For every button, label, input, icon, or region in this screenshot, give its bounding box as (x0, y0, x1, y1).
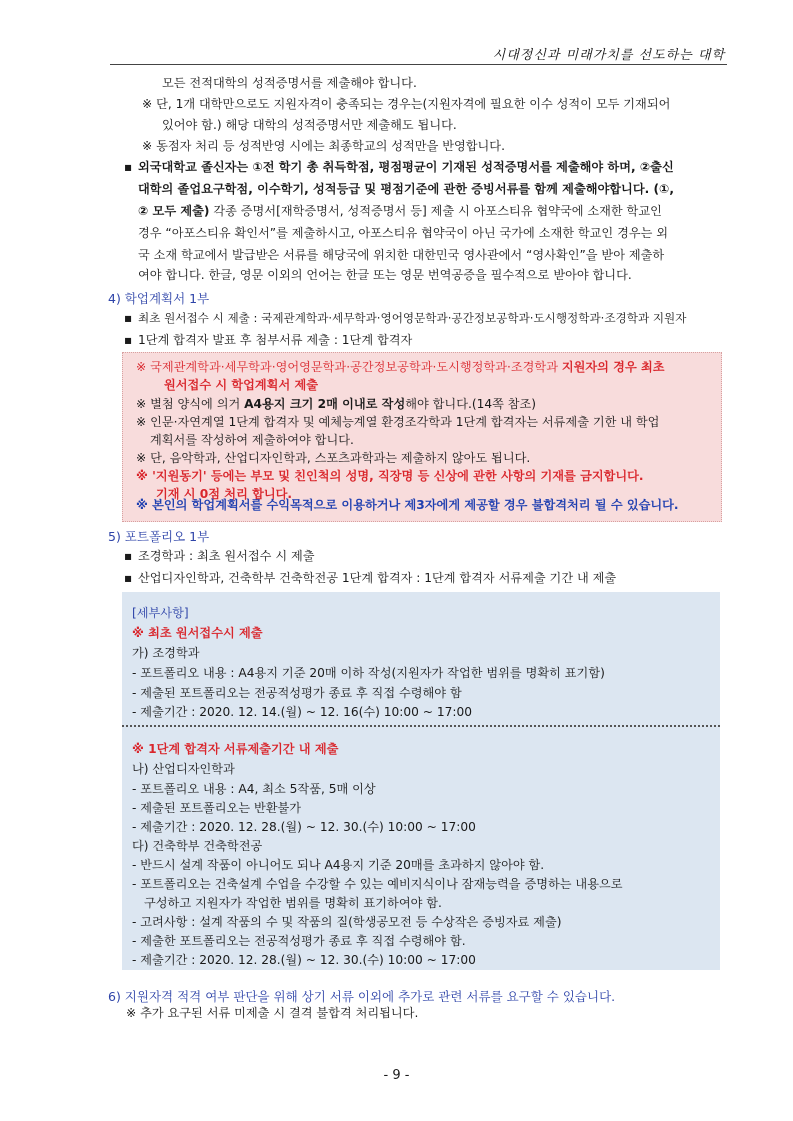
page-number: - 9 - (383, 1068, 410, 1083)
item-da: 다) 건축학부 건축학전공 (132, 839, 263, 853)
notice-5: ※ '지원동기' 등에는 부모 및 친인척의 성명, 직장명 등 신상에 관한 사항의 기재를 금지합니다. (136, 469, 644, 483)
item-ga-3: - 제출기간 : 2020. 12. 14.(월) ~ 12. 16(수) 10:00 ~ 17:00 (132, 705, 472, 719)
intro-line-4: ※ 동점자 처리 등 성적반영 시에는 최종학교의 성적만을 반영합니다. (142, 139, 505, 153)
notice-1-cont: 원서접수 시 학업계획서 제출 (164, 378, 319, 392)
details-sub-1: ※ 최초 원서접수시 제출 (132, 626, 263, 640)
item-na-3: - 제출기간 : 2020. 12. 28.(월) ~ 12. 30.(수) 10:00 ~ 17:00 (132, 820, 476, 834)
dotted-divider (122, 725, 720, 727)
foreign-line-2: 대학의 졸업요구학점, 이수학기, 성적등급 및 평점기준에 관한 증빙서류를 함께 제출해야합니다. (①, (138, 182, 674, 196)
details-heading: [세부사항] (132, 606, 189, 620)
intro-line-2: ※ 단, 1개 대학만으로도 지원자격이 충족되는 경우는(지원자격에 필요한 이수 성적이 모두 기재되어 (142, 97, 671, 111)
item-ga: 가) 조경학과 (132, 646, 200, 660)
section-6-title: 6) 지원자격 적격 여부 판단을 위해 상기 서류 이외에 추가로 관련 서류를 요구할 수 있습니다. (108, 989, 616, 1004)
section-6-note: ※ 추가 요구된 서류 미제출 시 결격 불합격 처리됩니다. (126, 1006, 419, 1020)
notice-3-cont: 계획서를 작성하여 제출하여야 합니다. (150, 433, 354, 447)
item-ga-1: - 포트폴리오 내용 : A4용지 기준 20매 이하 작성(지원자가 작업한 범위를 명확히 표기함) (132, 666, 605, 680)
section-5-title: 5) 포트폴리오 1부 (108, 529, 210, 544)
item-da-3: - 고려사항 : 설계 작품의 수 및 작품의 질(학생공모전 등 수상작은 증빙자료 제출) (132, 915, 562, 929)
bullet-icon: ▪ (124, 160, 133, 174)
notice-5-cont: 기재 시 0점 처리 합니다. (156, 487, 293, 501)
item-na: 나) 산업디자인학과 (132, 762, 235, 776)
sec5-bullet-2: 산업디자인학과, 건축학부 건축학전공 1단계 합격자 : 1단계 합격자 서류제출 기간 내 제출 (138, 571, 617, 585)
item-da-2: - 포트폴리오는 건축설계 수업을 수강할 수 있는 예비지식이나 잠재능력을 증명하는 내용으로 (132, 877, 623, 891)
bullet-icon: ▪ (124, 549, 133, 563)
item-da-5: - 제출기간 : 2020. 12. 28.(월) ~ 12. 30.(수) 10:00 ~ 17:00 (132, 953, 476, 967)
bullet-icon: ▪ (124, 311, 133, 325)
bullet-icon: ▪ (124, 571, 133, 585)
notice-6: ※ 본인의 학업계획서를 수익목적으로 이용하거나 제3자에게 제공할 경우 불합격처리 될 수 있습니다. (136, 498, 679, 512)
item-da-1: - 반드시 설계 작품이 아니어도 되나 A4용지 기준 20매를 초과하지 않아야 함. (132, 858, 545, 872)
item-na-2: - 제출된 포트폴리오는 반환불가 (132, 801, 302, 815)
header-divider (110, 64, 727, 65)
section-4-title: 4) 학업계획서 1부 (108, 291, 210, 306)
item-na-1: - 포트폴리오 내용 : A4, 최소 5작품, 5매 이상 (132, 782, 376, 796)
foreign-line-1: 외국대학교 졸신자는 ①전 학기 총 취득학점, 평점평균이 기재된 성적증명서를 제출해야 하며, ②출신 (138, 160, 674, 174)
item-ga-2: - 제출된 포트폴리오는 전공적성평가 종료 후 직접 수령해야 함 (132, 686, 462, 700)
notice-2: ※ 별첨 양식에 의거 A4용지 크기 2매 이내로 작성해야 합니다.(14쪽 참조) (136, 397, 537, 411)
bullet-icon: ▪ (124, 333, 133, 347)
details-sub-2: ※ 1단계 합격자 서류제출기간 내 제출 (132, 742, 339, 756)
foreign-line-5: 국 소재 학교에서 발급받은 서류를 해당국에 위치한 대한민국 영사관에서 “영사확인”을 받아 제출하 (138, 248, 665, 262)
foreign-line-3: ② 모두 제출) 각종 증명서[재학증명서, 성적증명서 등] 제출 시 아포스티유 협약국에 소재한 학교인 (138, 204, 662, 218)
foreign-line-6: 여야 합니다. 한글, 영문 이외의 언어는 한글 또는 영문 번역공증을 필수적으로 받아야 합니다. (138, 268, 632, 282)
item-da-4: - 제출한 포트폴리오는 전공적성평가 종료 후 직접 수령해야 함. (132, 934, 466, 948)
intro-line-3: 있어야 함.) 해당 대학의 성적증명서만 제출해도 됩니다. (162, 118, 457, 132)
notice-1: ※ 국제관계학과·세무학과·영어영문학과·공간정보공학과·도시행정학과·조경학과 지원자의 경우 최초 (136, 360, 665, 374)
notice-4: ※ 단, 음악학과, 산업디자인학과, 스포츠과학과는 제출하지 않아도 됩니다. (136, 451, 531, 465)
intro-line-1: 모든 전적대학의 성적증명서를 제출해야 합니다. (162, 76, 417, 90)
sec4-bullet-2: 1단계 합격자 발표 후 첨부서류 제출 : 1단계 합격자 (138, 333, 413, 347)
sec5-bullet-1: 조경학과 : 최초 원서접수 시 제출 (138, 549, 315, 563)
foreign-line-4: 경우 “아포스티유 확인서”를 제출하시고, 아포스티유 협약국이 아닌 국가에 소재한 학교인 경우는 외 (138, 226, 669, 240)
item-da-2-cont: 구성하고 지원자가 작업한 범위를 명확히 표기하여야 함. (144, 896, 442, 910)
sec4-bullet-1: 최초 원서접수 시 제출 : 국제관계학과·세무학과·영어영문학과·공간정보공학과·도시행정학과·조경학과 지원자 (138, 311, 687, 325)
notice-3: ※ 인문·자연계열 1단계 합격자 및 예체능계열 환경조각학과 1단계 합격자는 서류제출 기한 내 학업 (136, 415, 660, 429)
header-slogan: 시대정신과 미래가치를 선도하는 대학 (492, 48, 725, 63)
